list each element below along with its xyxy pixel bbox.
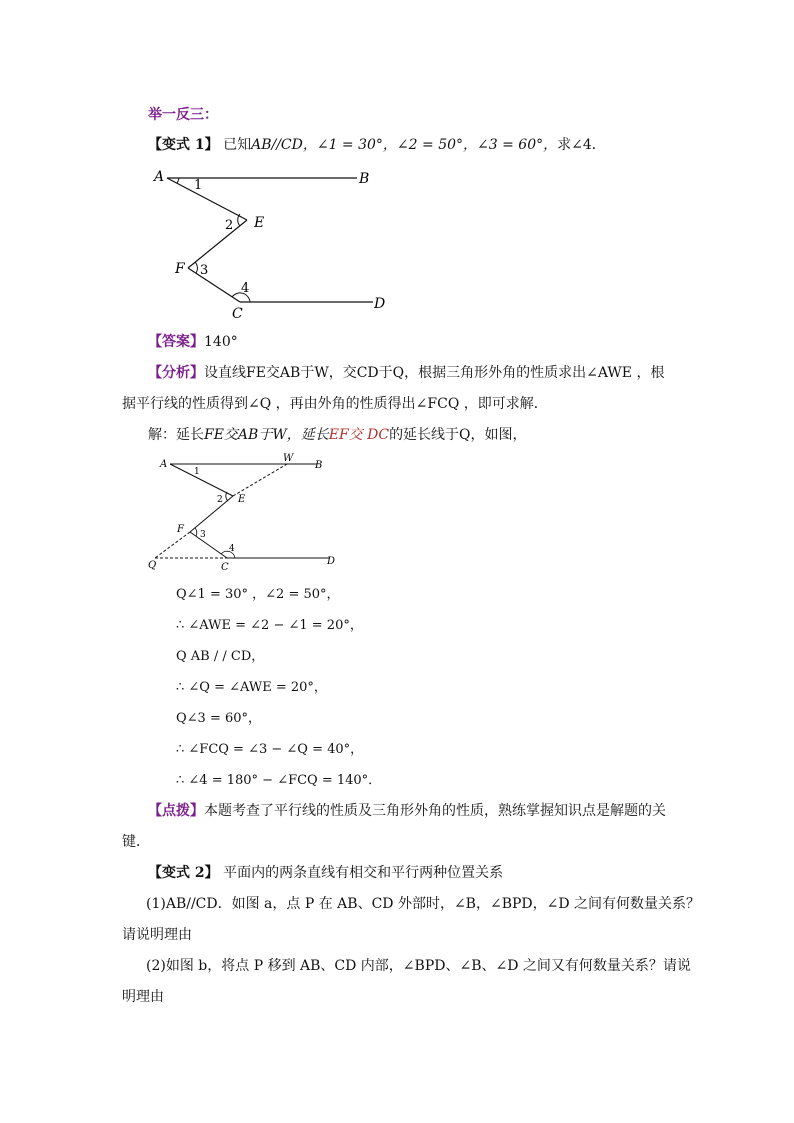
variant2-q2-line2: 明理由	[122, 989, 164, 1005]
fig2-label-e: E	[238, 494, 246, 505]
fig1-label-e: E	[254, 215, 265, 231]
solution-intro-c: 的延长线于Q，如图，	[389, 427, 527, 443]
point-line-2: 键．	[122, 834, 150, 850]
variant2-q1-line2: 请说明理由	[122, 927, 192, 943]
step-7: ∴ ∠4 = 180° − ∠FCQ = 140°．	[176, 773, 382, 788]
variant1-given: AB//CD，∠1 = 30°，∠2 = 50°，∠3 = 60°，	[251, 137, 558, 153]
answer-tag: 【答案】	[148, 334, 204, 350]
fig2-label-b: B	[315, 460, 323, 471]
fig2-label-d: D	[327, 556, 336, 567]
angle-1-arc	[177, 178, 179, 183]
point-text-1: 本题考查了平行线的性质及三角形外角的性质，熟练掌握知识点是解题的关	[204, 803, 666, 819]
solution-intro-red: EF交 DC	[328, 427, 390, 443]
fig2-label-a: A	[160, 459, 168, 470]
point-tag: 【点拨】	[148, 803, 204, 819]
fig2-label-q: Q	[148, 560, 157, 571]
angle-3-arc	[195, 262, 197, 273]
fig2-num-3: 3	[200, 530, 206, 540]
analysis-text-1: 设直线FE交AB于W，交CD于Q，根据三角形外角的性质求出∠AWE ，根	[204, 365, 665, 381]
variant2-text: 平面内的两条直线有相交和平行两种位置关系	[223, 865, 504, 881]
fig1-label-f: F	[175, 261, 185, 277]
step-5: Q∠3 = 60°，	[176, 711, 262, 726]
segment-ae	[167, 178, 247, 220]
fig2-num-4: 4	[229, 544, 235, 554]
variant2-tag: 【变式 2】	[148, 865, 219, 881]
segment-ef	[188, 220, 247, 268]
answer-line	[148, 333, 238, 351]
variant1-tag: 【变式 1】	[148, 137, 219, 153]
fig2-label-f: F	[177, 524, 184, 535]
fig1-label-a: A	[154, 169, 165, 185]
fig2-segment-ae	[170, 464, 233, 496]
fig2-angle-3-arc	[195, 528, 197, 536]
step-4: ∴ ∠Q = ∠AWE = 20°，	[176, 680, 327, 695]
fig1-num-3: 3	[200, 263, 209, 278]
step-2: ∴ ∠AWE = ∠2 − ∠1 = 20°，	[176, 618, 363, 633]
step-1: Q∠1 = 30° ，∠2 = 50°，	[176, 587, 340, 602]
fig2-num-1: 1	[194, 467, 200, 477]
variant2-q2-line1: (2)如图 b，将点 P 移到 AB、CD 内部，∠BPD、∠B、∠D 之间又有何数量关系？请说	[146, 958, 691, 974]
fig2-label-w: W	[283, 453, 294, 464]
fig1-label-b: B	[359, 171, 370, 187]
variant2-line	[148, 864, 503, 882]
fig1-num-4: 4	[241, 281, 250, 296]
fig2-num-2: 2	[217, 495, 223, 505]
solution-intro	[148, 426, 527, 444]
fig2-dashed-fq	[155, 532, 190, 558]
figure-1	[145, 162, 395, 322]
fig1-label-c: C	[232, 306, 243, 322]
variant1-prefix: 已知	[223, 137, 252, 153]
fig2-segment-ef	[190, 496, 233, 532]
variant2-q1-line1: (1)AB//CD．如图 a，点 P 在 AB、CD 外部时，∠B，∠BPD，∠D 之间有何数量关系？	[146, 896, 701, 912]
variant1-line	[148, 136, 606, 154]
answer-value: 140°	[204, 334, 238, 350]
fig1-num-2: 2	[225, 218, 234, 233]
fig2-dashed-ew	[233, 464, 287, 496]
fig1-num-1: 1	[194, 178, 203, 193]
analysis-tag: 【分析】	[148, 365, 204, 381]
variant1-ask: 求∠4．	[557, 137, 606, 153]
section-title: 举一反三：	[148, 107, 218, 123]
analysis-line-1	[148, 364, 664, 382]
solution-intro-a: 解：延长	[148, 427, 204, 443]
step-3: Q AB / / CD，	[176, 649, 265, 664]
point-line-1	[148, 802, 666, 820]
solution-intro-b: FE交AB于W，延长	[204, 427, 329, 443]
fig2-label-c: C	[221, 562, 229, 573]
step-6: ∴ ∠FCQ = ∠3 − ∠Q = 40°，	[176, 742, 364, 757]
figure-2	[145, 452, 345, 574]
fig1-label-d: D	[374, 296, 386, 312]
analysis-line-2: 据平行线的性质得到∠Q ，再由外角的性质得出∠FCQ ，即可求解．	[122, 396, 548, 412]
